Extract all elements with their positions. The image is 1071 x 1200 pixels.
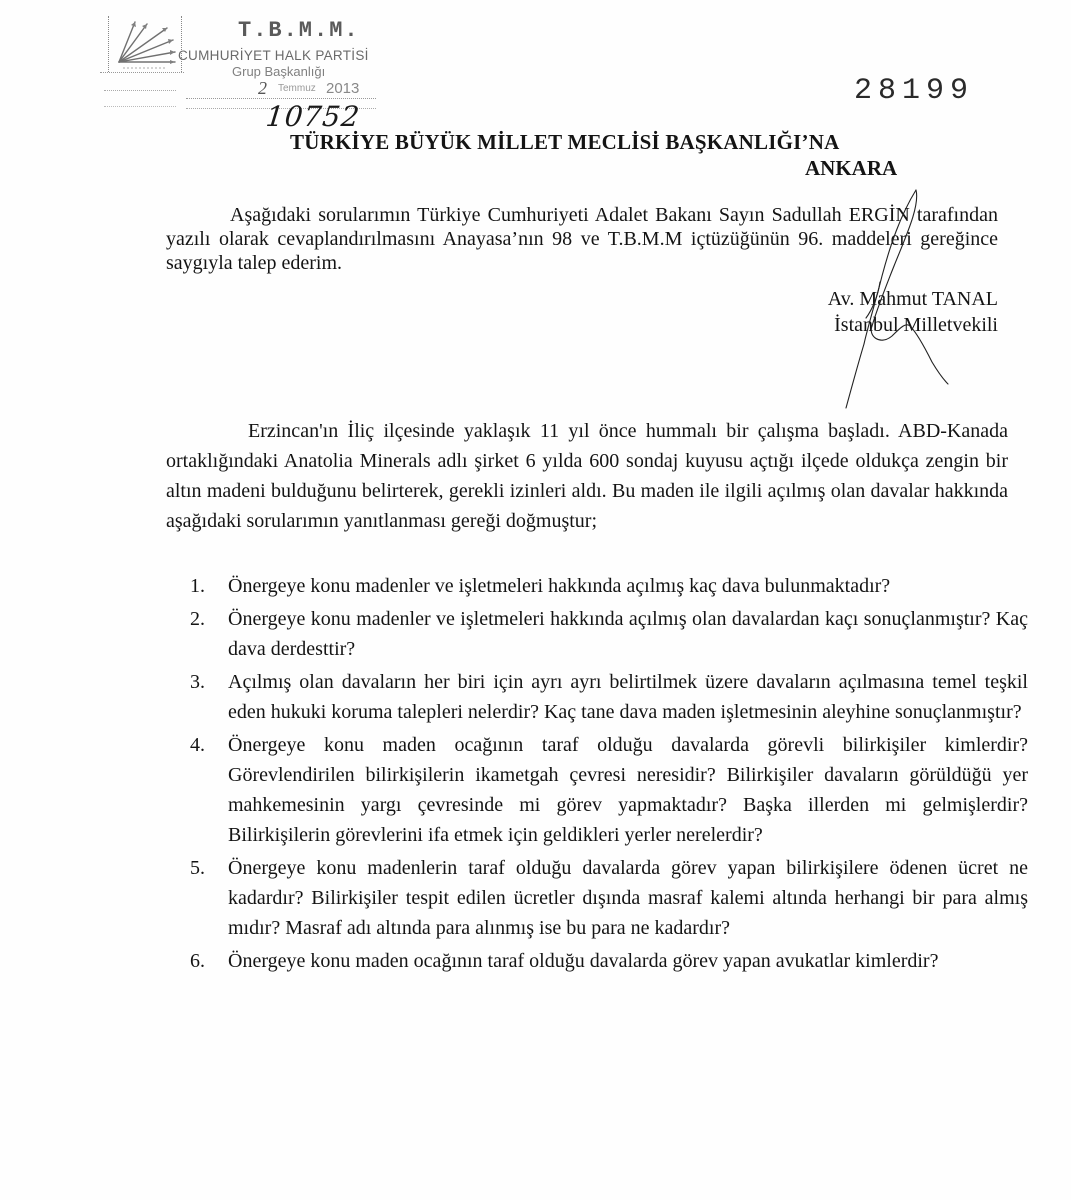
stamp-date bbox=[186, 78, 376, 99]
addressee-heading: TÜRKİYE BÜYÜK MİLLET MECLİSİ BAŞKANLIĞI’NA bbox=[290, 130, 840, 154]
registry-number: 28199 bbox=[854, 74, 975, 108]
question-number: 3. bbox=[190, 671, 205, 693]
stamp-dotted-line bbox=[104, 90, 176, 91]
question-item bbox=[190, 730, 1028, 850]
stamp-party: CUMHURİYET HALK PARTİSİ bbox=[178, 48, 369, 63]
signer-name: Av. Mahmut TANAL bbox=[827, 288, 998, 310]
stamp-handwritten-number: 10752 bbox=[264, 100, 362, 133]
question-number: 4. bbox=[190, 734, 205, 756]
stamp-date-year: 2013 bbox=[326, 80, 360, 97]
question-item bbox=[190, 571, 1028, 601]
question-number: 1. bbox=[190, 575, 205, 597]
question-text: Önergeye konu madenler ve işletmeleri hakkında açılmış olan davalardan kaçı sonuçlanmıştır? Kaç dava derdesttir? bbox=[228, 608, 1028, 660]
question-item bbox=[190, 946, 1028, 976]
stamp-logo-caption-line bbox=[100, 72, 184, 73]
question-text: Açılmış olan davaların her biri için ayrı ayrı belirtilmek üzere davaların açılmasına temel teşkil eden hukuki koruma talepleri nelerdir? Kaç tane dava maden işletmesinin aleyhine sonuçlanmıştır? bbox=[228, 671, 1028, 723]
intro-paragraph: Aşağıdaki sorularımın Türkiye Cumhuriyeti Adalet Bakanı Sayın Sadullah ERGİN tarafından yazılı olarak cevaplandırılmasını Anayasa’nın 98 ve T.B.M.M içtüzüğünün 96. maddeleri gereğince saygıyla talep ederim. bbox=[166, 204, 998, 274]
stamp-date-day: 2 bbox=[258, 78, 267, 98]
question-item bbox=[190, 853, 1028, 943]
signer-title: İstanbul Milletvekili bbox=[834, 314, 998, 336]
question-text: Önergeye konu maden ocağının taraf olduğu davalarda görevli bilirkişiler kimlerdir? Görevlendirilen bilirkişilerin ikametgah çevresi neresidir? Bilirkişiler davaların görüldüğü yer mahkemesinin yargı çevresinde mi görev yapmaktadır? Başka illerden mi gelmişlerdir? Bilirkişilerin görevlerini ifa etmek için geldikleri yerler nerelerdir? bbox=[228, 734, 1028, 846]
questions-list bbox=[190, 571, 1028, 979]
question-text: Önergeye konu madenler ve işletmeleri hakkında açılmış kaç dava bulunmaktadır? bbox=[228, 575, 891, 597]
addressee-city: ANKARA bbox=[805, 156, 898, 180]
stamp-institution: T.B.M.M. bbox=[238, 18, 360, 43]
question-text: Önergeye konu madenlerin taraf olduğu davalarda görev yapan bilirkişilere ödenen ücret ne kadardır? Bilirkişiler tespit edilen ücretler dışında masraf kalemi altında herhangi bir para almış mıdır? Masraf adı altında para alınmış ise bu para ne kadardır? bbox=[228, 857, 1028, 939]
question-item bbox=[190, 667, 1028, 727]
reception-stamp bbox=[98, 6, 418, 133]
signer-block bbox=[828, 286, 998, 338]
question-number: 2. bbox=[190, 608, 205, 630]
question-number: 6. bbox=[190, 950, 205, 972]
question-item bbox=[190, 604, 1028, 664]
stamp-dotted-line bbox=[104, 106, 176, 107]
stamp-date-month: Temmuz bbox=[278, 83, 316, 94]
question-number: 5. bbox=[190, 857, 205, 879]
six-arrows-logo-icon bbox=[108, 16, 182, 72]
stamp-office: Grup Başkanlığı bbox=[232, 64, 326, 79]
body-paragraph: Erzincan'ın İliç ilçesinde yaklaşık 11 yıl önce hummalı bir çalışma başladı. ABD-Kanada ortaklığındaki Anatolia Minerals adlı şirket 6 yılda 600 sondaj kuyusu açtığı ilçede oldukça zengin bir altın madeni bulduğunu belirterek, gerekli izinleri aldı. Bu maden ile ilgili açılmış olan davalar hakkında aşağıdaki sorularımın yanıtlanması gereği doğmuştur; bbox=[166, 420, 1008, 532]
question-text: Önergeye konu maden ocağının taraf olduğu davalarda görev yapan avukatlar kimlerdir? bbox=[228, 950, 939, 972]
